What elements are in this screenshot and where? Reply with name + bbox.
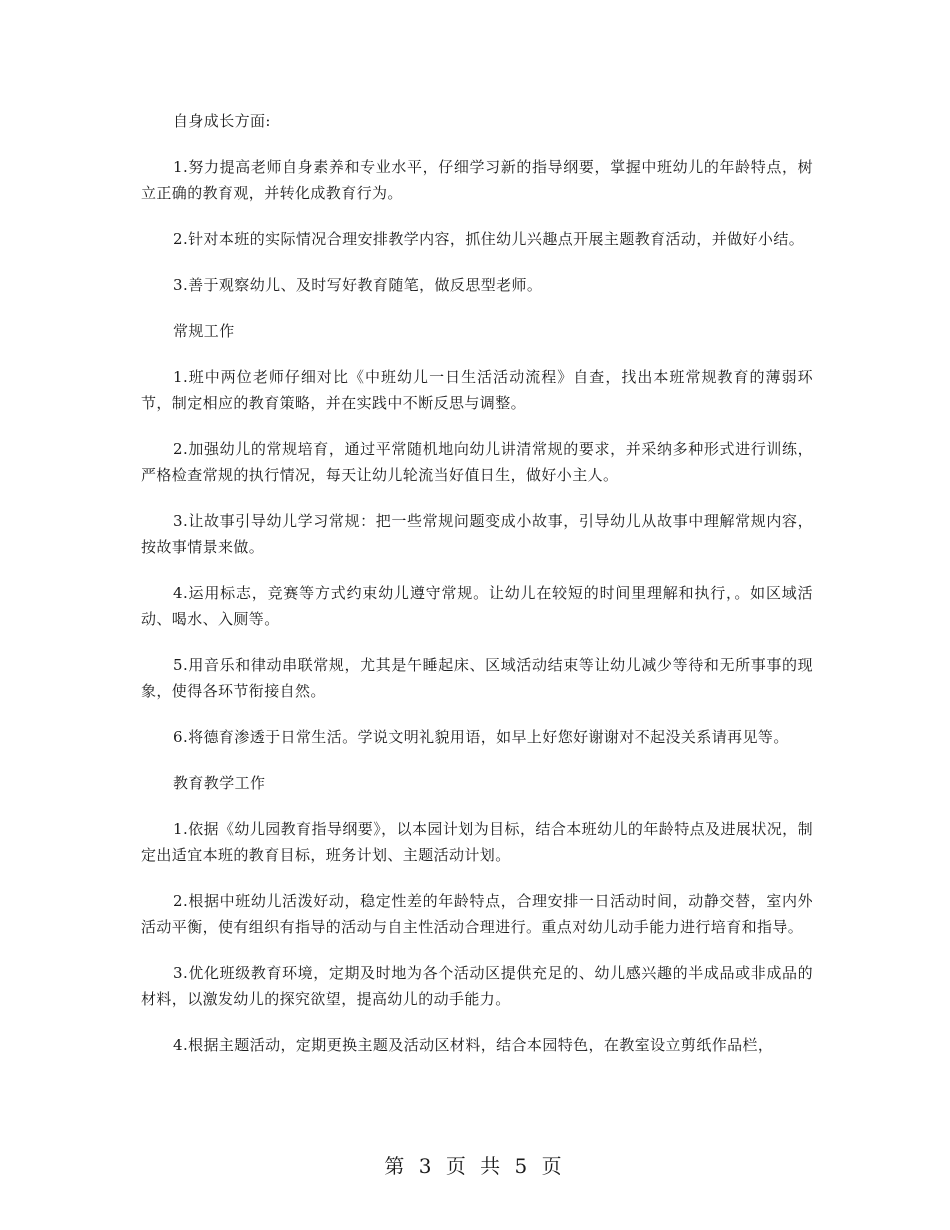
- paragraph: 5.用音乐和律动串联常规，尤其是午睡起床、区域活动结束等让幼儿减少等待和无所事事的现象，使得各环节衔接自然。: [141, 656, 813, 700]
- section-heading-self-growth: 自身成长方面:: [173, 112, 271, 130]
- section-heading-routine-work: 常规工作: [173, 322, 235, 340]
- paragraph: 2.根据中班幼儿活泼好动，稳定性差的年龄特点，合理安排一日活动时间，动静交替，室内外活动平衡，使有组织有指导的活动与自主性活动合理进行。重点对幼儿动手能力进行培育和指导。: [141, 892, 813, 936]
- paragraph: 2.加强幼儿的常规培育，通过平常随机地向幼儿讲清常规的要求，并采纳多种形式进行训练，严格检查常规的执行情况，每天让幼儿轮流当好值日生，做好小主人。: [141, 440, 813, 484]
- paragraph: 3.优化班级教育环境，定期及时地为各个活动区提供充足的、幼儿感兴趣的半成品或非成品的材料，以激发幼儿的探究欲望，提高幼儿的动手能力。: [141, 964, 813, 1008]
- paragraph: 1.班中两位老师仔细对比《中班幼儿一日生活活动流程》自查，找出本班常规教育的薄弱环节，制定相应的教育策略，并在实践中不断反思与调整。: [141, 368, 813, 412]
- paragraph: 6.将德育渗透于日常生活。学说文明礼貌用语，如早上好您好谢谢对不起没关系请再见等。: [173, 728, 789, 746]
- page-number-footer: 第 3 页 共 5 页: [384, 1154, 566, 1178]
- document-body: [141, 108, 813, 1078]
- paragraph: 1.依据《幼儿园教育指导纲要》，以本园计划为目标，结合本班幼儿的年龄特点及进展状况，制定出适宜本班的教育目标，班务计划、主题活动计划。: [141, 820, 813, 864]
- paragraph: 3.善于观察幼儿、及时写好教育随笔，做反思型老师。: [173, 276, 543, 294]
- paragraph: 3.让故事引导幼儿学习常规：把一些常规问题变成小故事，引导幼儿从故事中理解常规内容，按故事情景来做。: [141, 512, 813, 556]
- paragraph: 2.针对本班的实际情况合理安排教学内容，抓住幼儿兴趣点开展主题教育活动，并做好小结。: [173, 230, 805, 248]
- paragraph: 4.根据主题活动，定期更换主题及活动区材料，结合本园特色，在教室设立剪纸作品栏，: [173, 1036, 774, 1054]
- paragraph: 4.运用标志，竞赛等方式约束幼儿遵守常规。让幼儿在较短的时间里理解和执行，。如区域活动、喝水、入厕等。: [141, 584, 813, 628]
- section-heading-teaching-work: 教育教学工作: [173, 774, 266, 792]
- paragraph: 1.努力提高老师自身素养和专业水平，仔细学习新的指导纲要，掌握中班幼儿的年龄特点，树立正确的教育观，并转化成教育行为。: [141, 158, 813, 202]
